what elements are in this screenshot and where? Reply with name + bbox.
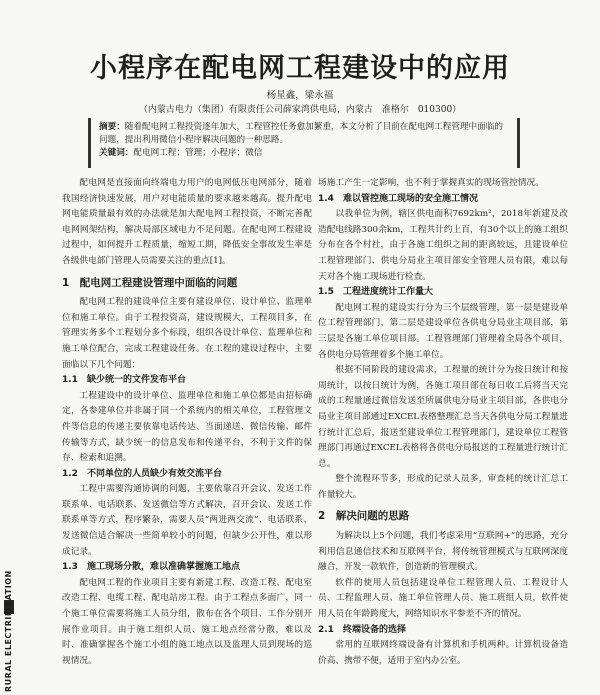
left-column <box>62 176 312 669</box>
page-title: 小程序在配电网工程建设中的应用 <box>90 53 510 84</box>
keywords <box>99 147 509 160</box>
paragraph: 根据不同阶段的建设需求，工程量的统计分为按日统计和按周统计，以按日统计为例，各施工项目部在每日收工后将当天完成的工程量通过微信发送至所属供电分局业主项目部，各供电分局业主项目部通过EXCEL表格整理汇总当天各供电分局工程量进行统计汇总后，报送至建设单位工程管理部门，建设单位工程管理部门再通过EXCEL表格将各供电分局报送的工程量进行统计汇总。 <box>318 365 568 469</box>
abstract <box>99 121 509 147</box>
subsection-heading-2-1: 2.1 终端设备的选择 <box>318 624 406 635</box>
paragraph: 软件的使用人员包括建设单位工程管理人员、工程设计人员、工程监理人员、施工单位管理人员、施工班组人员，软件使用人员在年龄跨度大，网络知识水平参差不齐的情况。 <box>318 577 568 620</box>
intro-paragraph: 配电网是直接面向终端电力用户的电网低压电网部分，随着我国经济快速发展，用户对电能质量的要求越来越高。提升配电网电能质量最有效的办法就是加大配电网工程投资，不断完善配电网网架结构，解决局部区域电力不足问题。在配电网工程建设过程中，如何提升工程质量，缩短工期，降低安全事故发生率是各级供电部门管理人员需要关注的重点[1]。 <box>62 178 312 266</box>
abstract-box <box>88 118 520 168</box>
affiliation: （内蒙古电力（集团）有限责任公司薛家湾供电局，内蒙古 准格尔 010300） <box>138 105 462 115</box>
subsection-heading-1-2: 1.2 不同单位的人员缺少有效交流平台 <box>62 468 222 479</box>
paragraph: 配电网工程的建设实行分为三个层级管理，第一层是建设单位工程管理部门，第二层是建设单位各供电分局业主项目部，第三层是各施工单位项目部。工程管理部门管理着全局各个项目，各供电分局管理着多个施工单位。 <box>318 302 568 360</box>
sidebar-label: RURAL ELECTRIFICATION <box>4 570 13 692</box>
paragraph: 工程建设中的设计单位、监理单位和施工单位都是由招标确定，各参建单位并非属于同一个系统内的相关单位，工程管理文件等信息的传递主要依靠电话传达、当面递送、微信传输、邮件传输等方式，缺少统一的信息发布和传递平台，不利于文件的保存、检索和追溯。 <box>62 390 312 464</box>
subsection-heading-1-4: 1.4 难以管控施工现场的安全施工情况 <box>318 193 478 204</box>
paragraph: 配电网工程的作业项目主要有新建工程、改造工程、配电室改造工程、电缆工程、配电站房工程。由于工程点多面广，同一个施工单位需要将施工人员分组，散布在各个项目、工作分别开展作业项目。由于施工组织人员、施工地点经常分散，难以及时、准确掌握各个施工小组的施工地点以及监理人员到现场的巡视情况。 <box>62 577 312 666</box>
abstract-label: 摘要： <box>99 122 125 132</box>
subsection-heading-1-5: 1.5 工程进度统计工作量大 <box>318 287 433 298</box>
right-column <box>318 176 568 669</box>
journal-sidebar <box>4 570 16 692</box>
paragraph: 以我单位为例，辖区供电面积7692km²，2018年新建及改造配电线路300余km，工程共计约上百，有30个以上的施工组织分布在各个村社，由于各施工组织之间的距离较远，且建设单位工程管理部门、供电分局业主项目部安全管理人员有限，难以每天对各个施工现场进行检查。 <box>318 209 568 282</box>
subsection-heading-1-1: 1.1 缺少统一的文件发布平台 <box>62 375 186 386</box>
section-heading-2: 2 解决问题的思路 <box>318 510 410 523</box>
section-heading-1: 1 配电网工程建设管理中面临的问题 <box>62 276 238 289</box>
paragraph: 整个流程环节多，形成的记录人员多，审查耗的统计汇总工作量较大。 <box>318 474 568 500</box>
paragraph: 场施工产生一定影响，也不利于掌握真实的现场管控情况。 <box>318 178 544 188</box>
paragraph: 为解决以上5个问题，我们考虑采用“互联网+”的思路，充分利用信息通信技术和互联网平台，将传统管理模式与互联网深度融合，开发一款软件，创造新的管理模式。 <box>318 531 568 573</box>
paragraph: 配电网工程的建设单位主要有建设单位、设计单位、监理单位和施工单位。由于工程投资高，建设规模大，工程项目多，在管理实务多个工程划分多个标段，组织各设计单位、监理单位和施工单位配合，完成工程建设任务。在工程的建设过程中，主要面临以下几个问题： <box>62 297 312 370</box>
abstract-text: 随着配电网工程投资逐年加大，工程管控任务愈加繁重，本文分析了目前在配电网工程管理中面临的问题，提出利用微信小程序解决问题的一种思路。 <box>99 122 503 145</box>
subsection-heading-1-3: 1.3 施工现场分散，难以准确掌握施工地点 <box>62 562 240 573</box>
keywords-text: 配电网工程；管理；小程序；微信 <box>133 148 263 158</box>
paragraph: 工程中需要沟通协调的问题，主要依靠召开会议、发送工作联系单、电话联系、发送微信等方式解决，召开会议、发送工作联系单等方式，程序繁杂，需要人员“两进两交流”、电话联系、发送微信适合解决一些简单较小的问题，但缺少公开性，难以形成记录。 <box>62 484 312 557</box>
keywords-label: 关键词： <box>99 148 134 158</box>
authors: 杨星鑫，梁永福 <box>266 90 334 101</box>
paragraph: 常用的互联网终端设备有计算机和手机两种。计算机设备造价高、携带不便，适用于室内办公室。 <box>318 640 568 666</box>
